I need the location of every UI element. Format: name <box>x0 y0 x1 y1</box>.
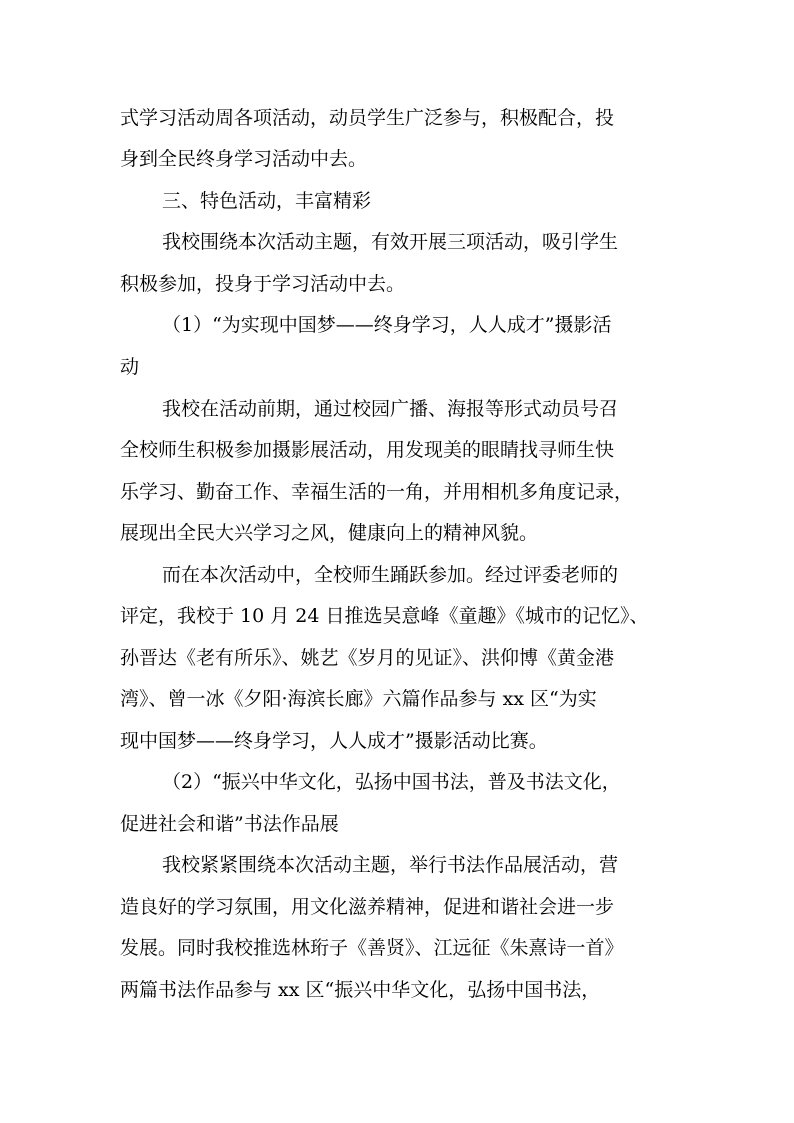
paragraph-line: 而在本次活动中，全校师生踊跃参加。经过评委老师的 <box>162 564 619 586</box>
section-heading: 三、特色活动，丰富精彩 <box>162 190 372 212</box>
paragraph-line: 孙晋达《老有所乐》、姚艺《岁月的见证》、洪仰博《黄金港 <box>120 647 615 669</box>
paragraph-line: 我校紧紧围绕本次活动主题，举行书法作品展活动，营 <box>162 854 619 876</box>
paragraph-line: 我校在活动前期，通过校园广播、海报等形式动员号召 <box>162 398 619 420</box>
subsection-heading: （1）“为实现中国梦——终身学习，人人成才”摄影活 <box>162 314 612 336</box>
paragraph-line: 身到全民终身学习活动中去。 <box>120 148 368 170</box>
subsection-heading: 动 <box>120 356 140 378</box>
paragraph-line: 展现出全民大兴学习之风，健康向上的精神风貌。 <box>120 522 539 544</box>
paragraph-line: 积极参加，投身于学习活动中去。 <box>120 273 406 295</box>
paragraph-line: 我校围绕本次活动主题，有效开展三项活动，吸引学生 <box>162 231 619 253</box>
paragraph-line: 两篇书法作品参与 xx 区“振兴中华文化，弘扬中国书法， <box>120 979 601 1001</box>
paragraph-line: 全校师生积极参加摄影展活动，用发现美的眼睛找寻师生快 <box>120 439 615 461</box>
paragraph-line: 造良好的学习氛围，用文化滋养精神，促进和谐社会进一步 <box>120 896 615 918</box>
paragraph-line: 乐学习、勤奋工作、幸福生活的一角，并用相机多角度记录， <box>120 481 634 503</box>
paragraph-line: 现中国梦——终身学习，人人成才”摄影活动比赛。 <box>120 730 548 752</box>
paragraph-line: 评定，我校于 10 月 24 日推选吴意峰《童趣》《城市的记忆》、 <box>120 605 649 627</box>
subsection-heading: （2）“振兴中华文化，弘扬中国书法，普及书法文化， <box>162 771 621 793</box>
paragraph-line: 式学习活动周各项活动，动员学生广泛参与，积极配合，投 <box>120 107 615 129</box>
paragraph-line: 发展。同时我校推选林珩子《善贤》、江远征《朱熹诗一首》 <box>120 937 624 959</box>
paragraph-line: 湾》、曾一冰《夕阳·海滨长廊》六篇作品参与 xx 区“为实 <box>120 688 597 710</box>
subsection-heading: 促进社会和谐”书法作品展 <box>120 813 339 835</box>
